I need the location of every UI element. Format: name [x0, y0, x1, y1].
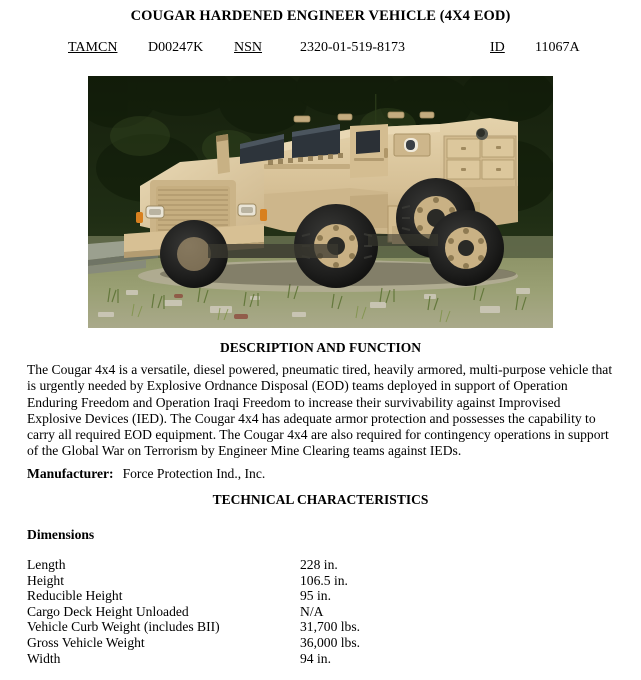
manufacturer-line [27, 466, 265, 482]
dimension-value: 94 in. [300, 650, 331, 666]
dimensions-table [27, 557, 477, 666]
table-row [27, 604, 477, 620]
table-row [27, 557, 477, 573]
dimension-value: 106.5 in. [300, 572, 348, 588]
dimension-name: Width [27, 650, 61, 666]
table-row [27, 588, 477, 604]
dimension-name: Vehicle Curb Weight (includes BII) [27, 619, 220, 635]
table-row [27, 573, 477, 589]
dimensions-heading: Dimensions [27, 527, 95, 542]
page-title: COUGAR HARDENED ENGINEER VEHICLE (4X4 EOD) [130, 8, 511, 24]
vehicle-photo [88, 76, 553, 328]
dimension-name: Length [27, 557, 66, 572]
table-row [27, 635, 477, 651]
dimension-value: 95 in. [300, 588, 331, 604]
id-label: ID [490, 40, 505, 55]
nsn-label: NSN [234, 40, 263, 55]
dimensions-table-body [27, 557, 477, 666]
technical-characteristics-heading: TECHNICAL CHARACTERISTICS [212, 492, 429, 507]
dimension-name: Cargo Deck Height Unloaded [27, 603, 189, 619]
dimension-value: 228 in. [300, 557, 338, 572]
description-heading: DESCRIPTION AND FUNCTION [219, 340, 422, 355]
description-body: The Cougar 4x4 is a versatile, diesel powered, pneumatic tired, heavily armored, multi-purpose vehicle that is urgently needed by Explosive Ordnance Disposal (EOD) teams deployed in support of Operation Enduring Freedom and Operation Iraqi Freedom to increase their survivability against Improvised Explosive Devices (IED). The Cougar 4x4 has adequate armor protection and possesses the capability to carry all required EOD equipment. The Cougar 4x4 are also required for contingency operations in support of the Global War on Terrorism by Engineer Mine Clearing teams against IEDs. [27, 362, 613, 459]
dimension-name: Reducible Height [27, 588, 123, 604]
dimension-value: N/A [300, 603, 324, 619]
tamcn-label: TAMCN [68, 40, 118, 55]
nsn-value: 2320-01-519-8173 [300, 40, 405, 55]
tamcn-value: D00247K [148, 40, 204, 55]
table-row [27, 651, 477, 667]
manufacturer-label: Manufacturer: [27, 466, 114, 481]
id-value: 11067A [535, 40, 580, 55]
dimension-value: 36,000 lbs. [300, 634, 361, 650]
dimension-value: 31,700 lbs. [300, 619, 361, 635]
dimension-name: Height [27, 572, 64, 588]
table-row [27, 619, 477, 635]
dimension-name: Gross Vehicle Weight [27, 634, 145, 650]
manufacturer-value: Force Protection Ind., Inc. [122, 466, 266, 481]
identification-row [0, 40, 641, 60]
